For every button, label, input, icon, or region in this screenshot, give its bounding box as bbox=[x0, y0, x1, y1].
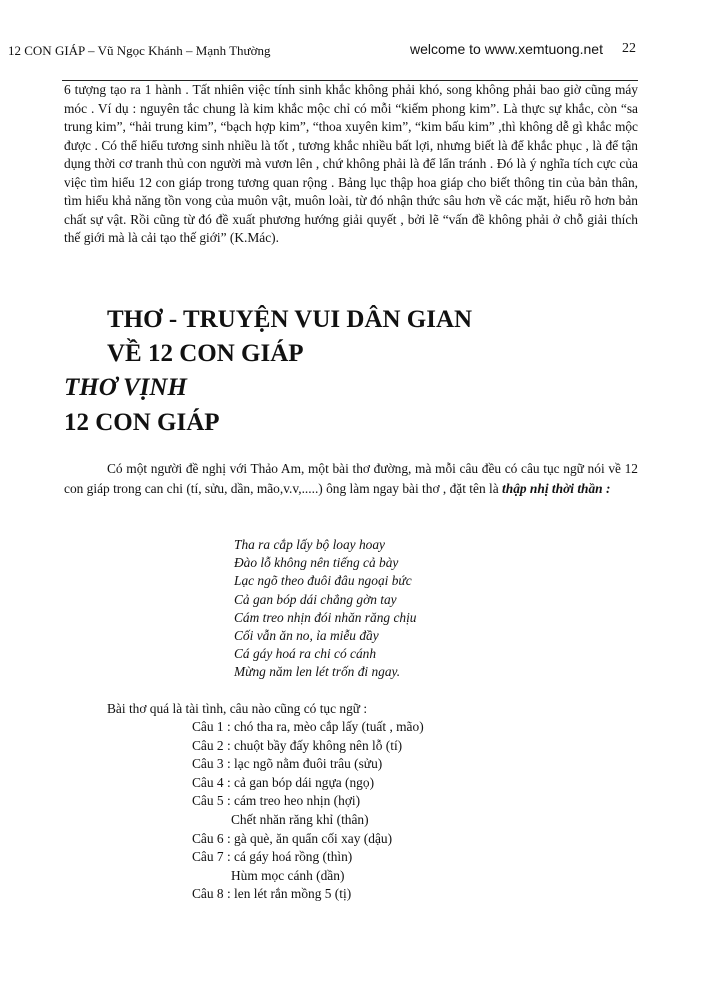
explanation-line: Câu 7 : cá gáy hoá rồng (thìn) bbox=[192, 849, 353, 865]
explanation-continuation: Hùm mọc cánh (dần) bbox=[231, 867, 345, 883]
poem-line: Đào lỗ không nên tiếng cả bày bbox=[234, 555, 399, 571]
story-paragraph bbox=[64, 459, 638, 499]
poem bbox=[234, 536, 417, 682]
poem-line: Cối vẫn ăn no, ỉa miễu đầy bbox=[234, 628, 379, 644]
explanation-line: Câu 2 : chuột bầy đấy không nên lỗ (tí) bbox=[192, 737, 403, 753]
poem-line: Mừng năm len lét trốn đi ngay. bbox=[234, 664, 401, 680]
running-header-title: 12 CON GIÁP – Vũ Ngọc Khánh – Mạnh Thường bbox=[8, 43, 271, 58]
section-title-line-1: THƠ - TRUYỆN VUI DÂN GIAN bbox=[107, 306, 473, 333]
poem-line: Tha ra cắp lấy bộ loay hoay bbox=[234, 537, 385, 552]
section-title-line-2: VỀ 12 CON GIÁP bbox=[107, 340, 304, 367]
explanation-line: Câu 5 : cám treo heo nhịn (hợi) bbox=[192, 793, 361, 809]
intro-paragraph: 6 tượng tạo ra 1 hành . Tất nhiên việc tính sinh khắc không phải khó, song không phải bao giờ cũng máy móc . Ví dụ : nguyên tắc chung là kim khắc mộc chỉ có mỗi “kiếm phong kim”. Là thực sự khắc, còn “sa trung kim”, “hải trung kim”, “bạch hợp kim”, “thoa xuyên kim”, “kim bấu kim” ,thì không dễ gì khắc mộc được . Có thể hiểu tương sinh nhiều là tốt , tương khắc nhiều bất lợi, nhưng biết là để khắc phục , là để tận dụng thời cơ tranh thủ con người mà vươn lên , chứ không phải là để lẩn tránh . Đó là ý nghĩa tích cực của việc tìm hiểu 12 con giáp trong tương quan rộng . Bảng lục thập hoa giáp cho biết thông tin của bản thân, tìm hiểu khả năng tồn vong của muôn vật, muôn loài, từ đó nhận thức sâu hơn về các mặt, hiểu rõ hơn bản chất sự vật. Rồi cũng từ đó đề xuất phương hướng giải quyết , bởi lẽ “vấn đề không phải ở chỗ giải thích thế giới mà là cải tạo thế giới” (K.Mác). bbox=[64, 82, 638, 245]
poem-line: Cá gáy hoá ra chi có cánh bbox=[234, 646, 377, 662]
sub-title-line-2: 12 CON GIÁP bbox=[64, 409, 220, 436]
explanation-line: Câu 4 : cả gan bóp dái ngựa (ngọ) bbox=[192, 774, 375, 790]
explanation-line: Câu 6 : gà què, ăn quẩn cối xay (dậu) bbox=[192, 830, 393, 846]
poem-line: Cám treo nhịn đói nhăn răng chịu bbox=[234, 609, 417, 625]
explanation-line: Câu 1 : chó tha ra, mèo cắp lấy (tuất , mão) bbox=[192, 719, 424, 734]
explanation-list bbox=[192, 718, 424, 904]
poem-line: Lạc ngõ theo đuôi đâu ngoại bức bbox=[234, 573, 412, 589]
explanation-line: Câu 8 : len lét rắn mồng 5 (tị) bbox=[192, 886, 352, 902]
explanation-intro: Bài thơ quá là tài tình, câu nào cũng có tục ngữ : bbox=[107, 701, 368, 716]
running-header-website: welcome to www.xemtuong.net bbox=[410, 41, 603, 57]
poem-name: thập nhị thời thần : bbox=[502, 481, 611, 496]
page-number: 22 bbox=[622, 41, 636, 56]
explanation-continuation: Chết nhăn răng khỉ (thân) bbox=[231, 811, 369, 827]
sub-title-line-1: THƠ VỊNH bbox=[64, 374, 187, 401]
poem-line: Cả gan bóp dái chẳng gờn tay bbox=[234, 591, 397, 607]
story-text: Có một người đề nghị với Thảo Am, một bài thơ đường, mà mỗi câu đều có câu tục ngữ nói về 12 con giáp trong can chi (tí, sửu, dần, mão,v.v,.....) ông làm ngay bài thơ , đặt tên là bbox=[64, 461, 638, 496]
explanation-line: Câu 3 : lạc ngõ nằm đuôi trâu (sửu) bbox=[192, 756, 383, 772]
